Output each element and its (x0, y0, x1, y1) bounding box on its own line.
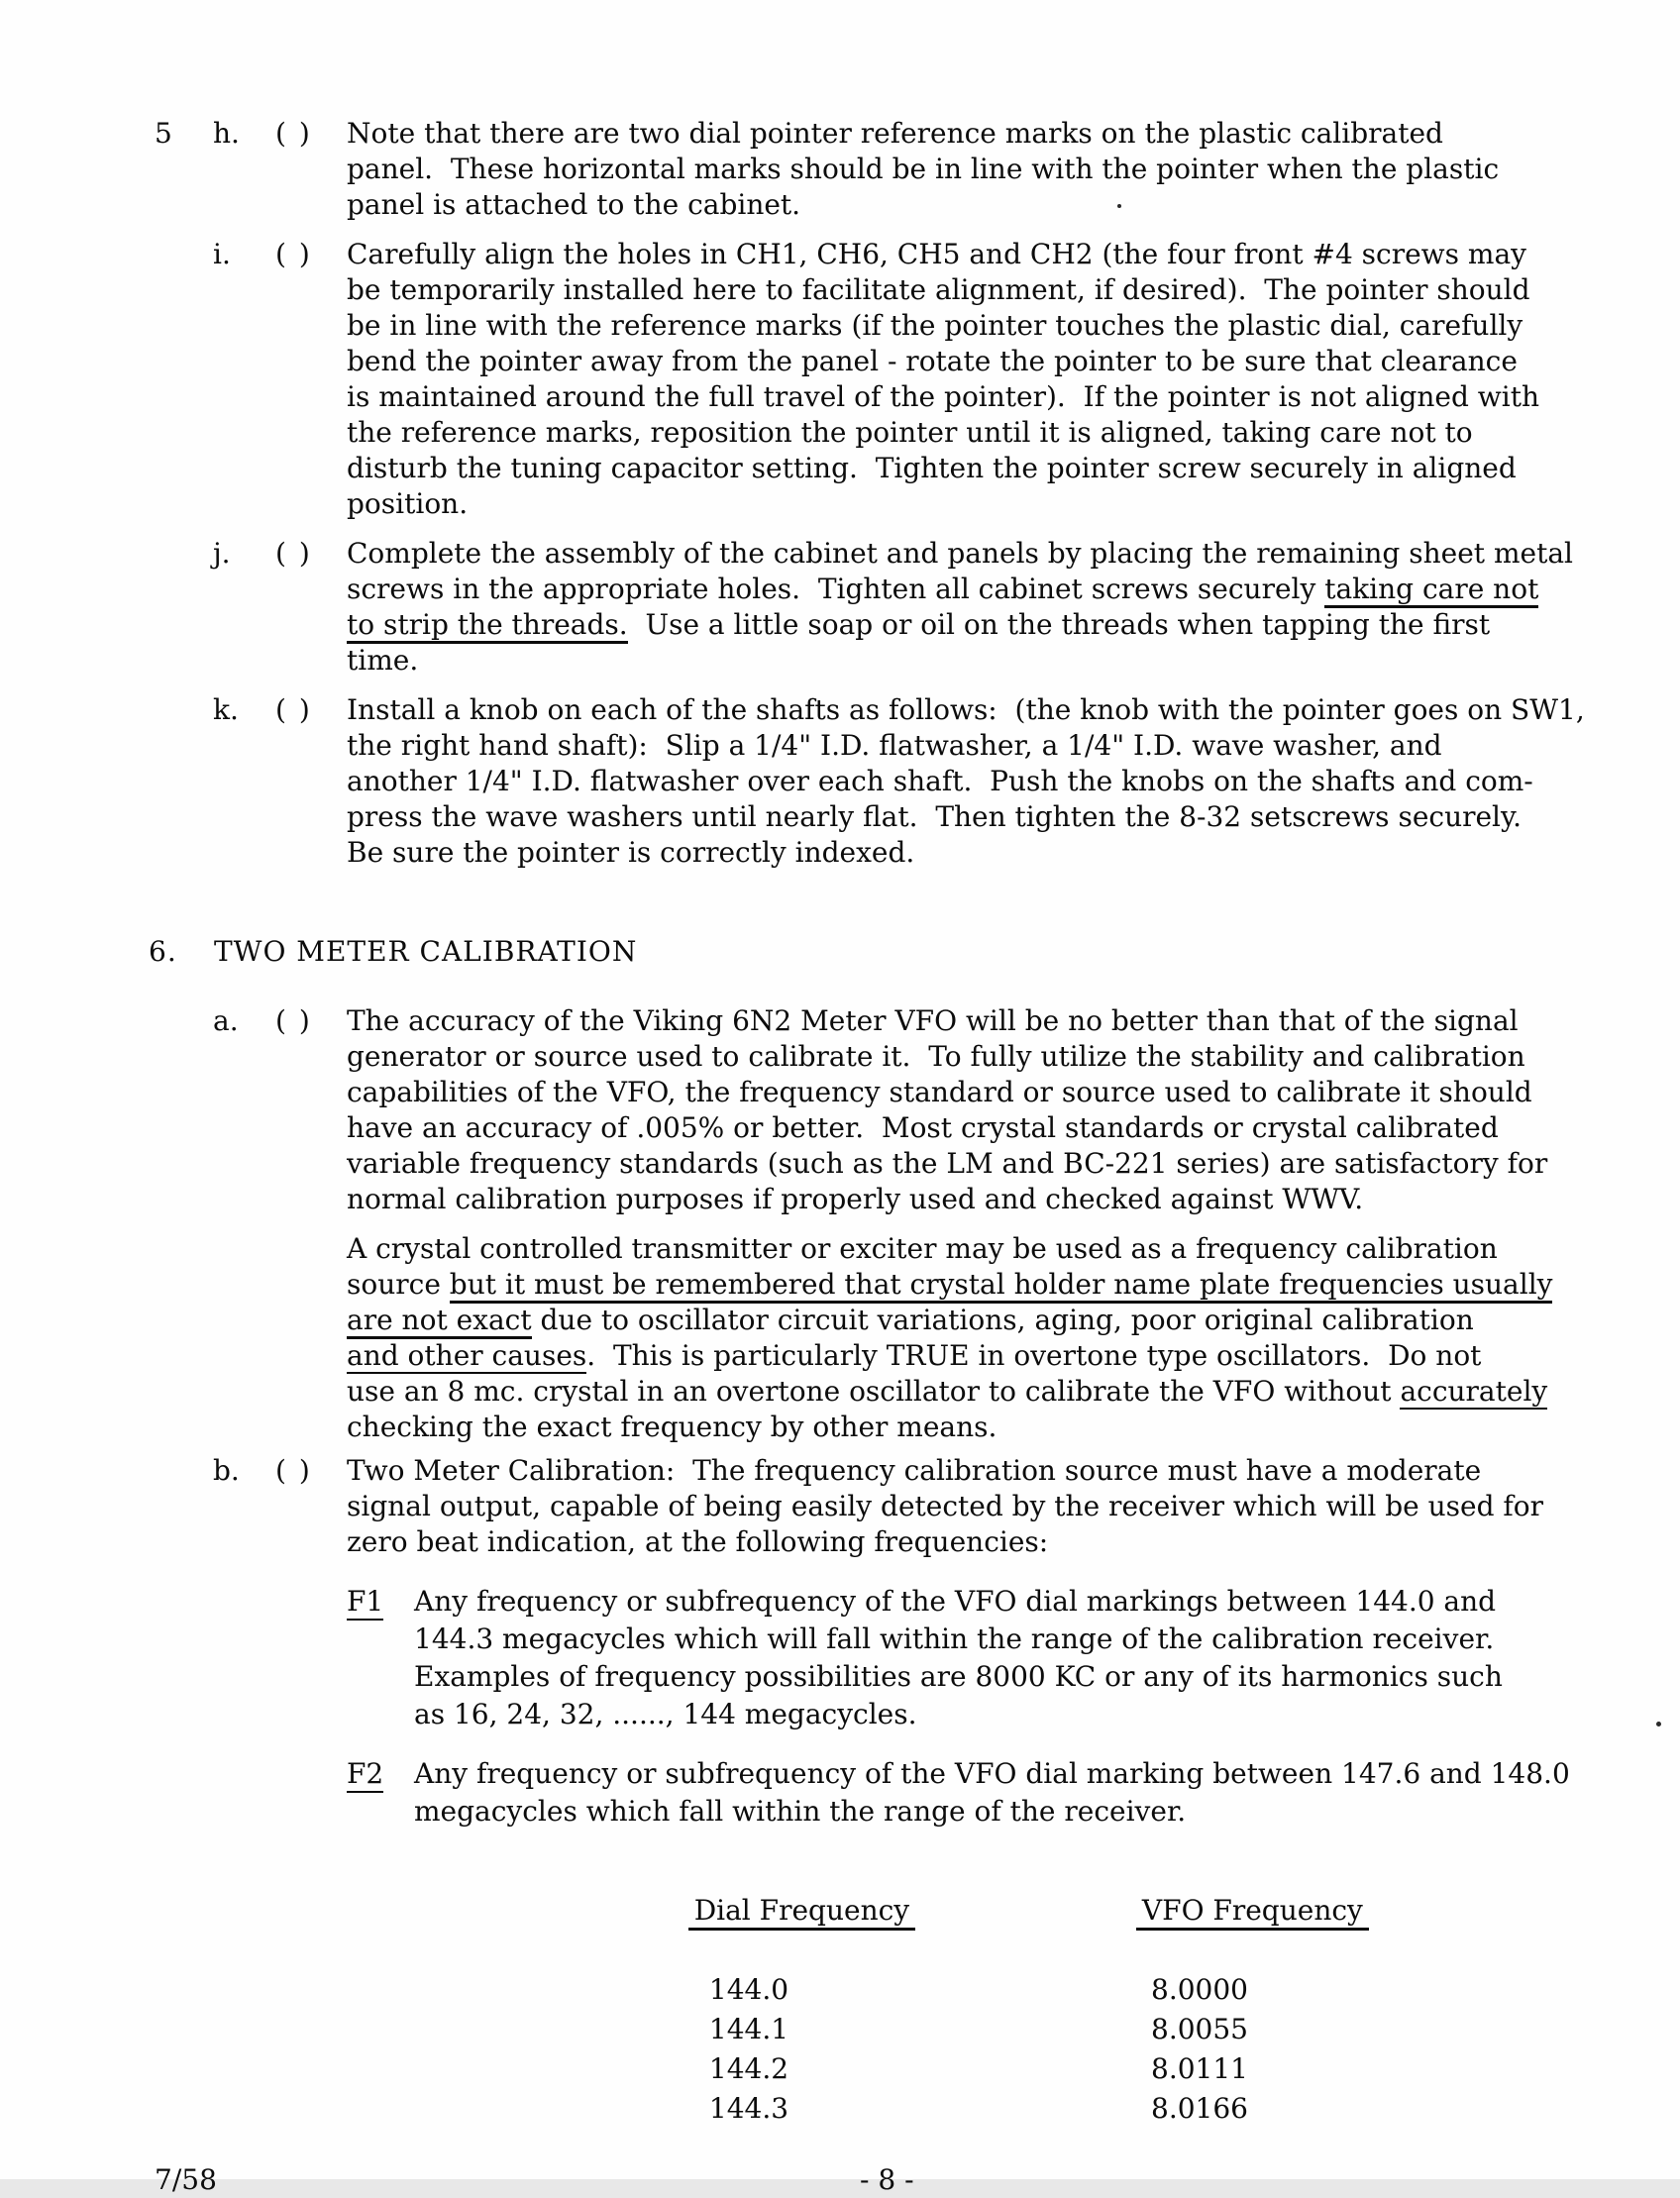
table-header-cell (990, 1891, 1515, 1931)
item-a-text (347, 1003, 1680, 1217)
footer-page-number: - 8 - (860, 2163, 914, 2196)
item-b-checkbox: ( ) (275, 1454, 312, 1487)
dial-frequency-cell: 144.0 (708, 1973, 789, 2006)
scan-artifact-dot (1656, 1722, 1661, 1727)
text-line: megacycles which fall within the range of the receiver. (414, 1795, 1187, 1828)
table-row (561, 2089, 1680, 2129)
checklist-item-i (0, 237, 1680, 522)
item-h-label: h. (213, 117, 240, 150)
text-line: Examples of frequency possibilities are 8000 KC or any of its harmonics such (414, 1660, 1503, 1693)
table-row (561, 1970, 1680, 2010)
underlined-phrase: to strip the threads. (347, 608, 628, 644)
vfo-frequency-cell: 8.0000 (1151, 1973, 1248, 2006)
text-line: have an accuracy of .005% or better. Most crystal standards or crystal calibrated (347, 1111, 1499, 1144)
underlined-phrase: taking care not (1324, 573, 1538, 608)
text-line: another 1/4" I.D. flatwasher over each shaft. Push the knobs on the shafts and com- (347, 765, 1533, 797)
item-k-text (347, 692, 1680, 871)
text-segment: due to oscillator circuit variations, aging, poor original calibration (531, 1304, 1474, 1336)
text-line: the right hand shaft): Slip a 1/4" I.D. flatwasher, a 1/4" I.D. wave washer, and (347, 729, 1442, 762)
text-line: the reference marks, reposition the pointer until it is aligned, taking care not to (347, 416, 1473, 449)
text-line: Install a knob on each of the shafts as follows: (the knob with the pointer goes on SW1, (347, 693, 1585, 726)
text-line: variable frequency standards (such as the LM and BC-221 series) are satisfactory for (347, 1147, 1548, 1180)
text-line (347, 1338, 1680, 1374)
table-row (561, 2049, 1680, 2089)
checklist-item-a (0, 1003, 1680, 1217)
item-j-text (347, 536, 1680, 679)
checklist-item-b (0, 1453, 1680, 1560)
f1-label (347, 1583, 414, 1733)
underlined-phrase: but it must be remembered that crystal holder name plate frequencies usually (450, 1268, 1553, 1304)
text-line: time. (347, 644, 419, 677)
footer-date: 7/58 (155, 2163, 217, 2196)
text-segment: Use a little soap or oil on the threads when tapping the first (627, 608, 1491, 641)
vfo-frequency-cell: 8.0166 (1151, 2092, 1248, 2125)
item-a-label: a. (213, 1004, 239, 1037)
text-line: Two Meter Calibration: The frequency calibration source must have a moderate (347, 1454, 1482, 1487)
f1-text (414, 1583, 1503, 1733)
dial-frequency-cell: 144.2 (708, 2052, 789, 2085)
underlined-phrase: accurately (1400, 1375, 1548, 1408)
f2-label (347, 1755, 414, 1831)
text-line: Be sure the pointer is correctly indexed. (347, 836, 915, 869)
item-j-label: j. (213, 537, 231, 570)
item-j-checkbox: ( ) (275, 537, 312, 570)
text-line: generator or source used to calibrate it. To fully utilize the stability and calibration (347, 1040, 1525, 1073)
item-h-checkbox: ( ) (275, 117, 312, 150)
item-i-checkbox: ( ) (275, 238, 312, 270)
vfo-frequency-header: VFO Frequency (1136, 1894, 1369, 1931)
text-line: Any frequency or subfrequency of the VFO dial markings between 144.0 and (414, 1585, 1497, 1618)
text-line: The accuracy of the Viking 6N2 Meter VFO will be no better than that of the signal (347, 1004, 1519, 1037)
table-row (561, 2010, 1680, 2049)
section-title: TWO METER CALIBRATION (214, 935, 638, 968)
text-line: position. (347, 487, 469, 520)
frequency-item-f2 (0, 1755, 1680, 1831)
underlined-label: F1 (347, 1585, 383, 1621)
text-line (347, 572, 1680, 607)
text-line (347, 1267, 1680, 1303)
section-6-heading (0, 934, 1680, 970)
item-k-checkbox: ( ) (275, 693, 312, 726)
text-line: checking the exact frequency by other means. (347, 1411, 998, 1443)
underlined-phrase: and other causes (347, 1339, 587, 1372)
paragraph-crystal-source (0, 1231, 1680, 1445)
text-line: panel is attached to the cabinet. (347, 188, 801, 221)
frequency-item-f1 (0, 1583, 1680, 1733)
table-header-cell (613, 1891, 990, 1931)
text-line: be in line with the reference marks (if the pointer touches the plastic dial, carefully (347, 309, 1523, 342)
table-header-row (561, 1851, 1680, 1970)
vfo-frequency-cell: 8.0111 (1151, 2052, 1248, 2085)
text-line: disturb the tuning capacitor setting. Tighten the pointer screw securely in aligned (347, 452, 1517, 484)
dial-frequency-header: Dial Frequency (688, 1894, 915, 1931)
text-line: press the wave washers until nearly flat. Then tighten the 8-32 setscrews securely. (347, 800, 1522, 833)
text-line: 144.3 megacycles which will fall within the range of the calibration receiver. (414, 1622, 1495, 1655)
text-line (347, 607, 1680, 643)
underlined-label: F2 (347, 1757, 383, 1793)
text-segment: source (347, 1268, 450, 1301)
text-line: A crystal controlled transmitter or exciter may be used as a frequency calibration (347, 1232, 1498, 1265)
item-b-text (347, 1453, 1680, 1560)
text-line: Complete the assembly of the cabinet and panels by placing the remaining sheet metal (347, 537, 1573, 570)
text-line: be temporarily installed here to facilitate alignment, if desired). The pointer should (347, 273, 1530, 306)
text-segment: screws in the appropriate holes. Tighten all cabinet screws securely (347, 573, 1325, 605)
checklist-item-k (0, 692, 1680, 871)
item-a-checkbox: ( ) (275, 1004, 312, 1037)
text-line (347, 1374, 1680, 1410)
dial-frequency-cell: 144.3 (708, 2092, 789, 2125)
text-segment: use an 8 mc. crystal in an overtone oscillator to calibrate the VFO without (347, 1375, 1401, 1408)
item-i-text (347, 237, 1680, 522)
text-line: capabilities of the VFO, the frequency standard or source used to calibrate it should (347, 1076, 1532, 1108)
step-5-number: 5 (155, 117, 172, 150)
item-i-label: i. (213, 238, 231, 270)
text-line: bend the pointer away from the panel - rotate the pointer to be sure that clearance (347, 345, 1518, 377)
item-k-label: k. (213, 693, 239, 726)
text-segment: . This is particularly TRUE in overtone type oscillators. Do not (586, 1339, 1482, 1372)
vfo-frequency-cell: 8.0055 (1151, 2013, 1248, 2045)
page-footer (0, 2162, 1680, 2198)
text-line: zero beat indication, at the following frequencies: (347, 1525, 1049, 1558)
f2-text (414, 1755, 1570, 1831)
underlined-phrase: are not exact (347, 1304, 532, 1339)
text-line: Note that there are two dial pointer reference marks on the plastic calibrated (347, 117, 1443, 150)
text-line: panel. These horizontal marks should be in line with the pointer when the plastic (347, 153, 1500, 185)
text-line (347, 1303, 1680, 1338)
paragraph-text (347, 1231, 1680, 1445)
text-line: Carefully align the holes in CH1, CH6, CH5 and CH2 (the four front #4 screws may (347, 238, 1526, 270)
checklist-item-j (0, 536, 1680, 679)
text-line: Any frequency or subfrequency of the VFO dial marking between 147.6 and 148.0 (414, 1757, 1570, 1790)
item-b-label: b. (213, 1454, 240, 1487)
text-line: is maintained around the full travel of the pointer). If the pointer is not aligned with (347, 380, 1540, 413)
item-h-text (347, 116, 1680, 223)
section-number: 6. (149, 935, 177, 968)
dial-frequency-cell: 144.1 (708, 2013, 789, 2045)
scan-artifact-dot (1117, 204, 1121, 208)
frequency-table (561, 1851, 1680, 2129)
checklist-item-h (0, 116, 1680, 223)
text-line: normal calibration purposes if properly used and checked against WWV. (347, 1183, 1364, 1215)
text-line: signal output, capable of being easily detected by the receiver which will be used for (347, 1490, 1543, 1522)
text-line: as 16, 24, 32, ......, 144 megacycles. (414, 1698, 917, 1730)
